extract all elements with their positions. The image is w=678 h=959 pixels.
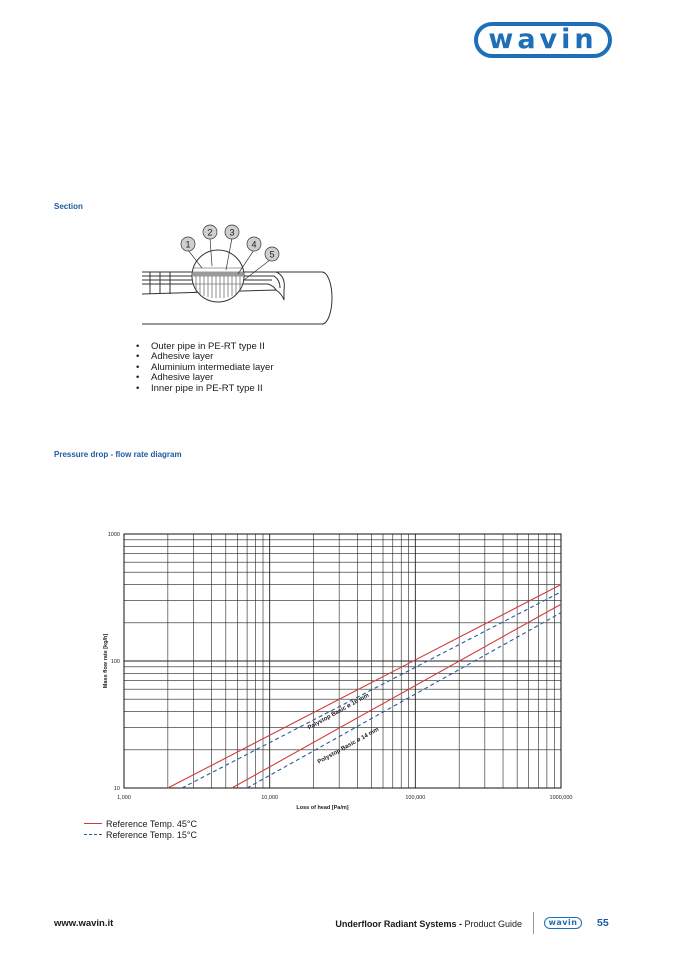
x-tick-label: 1000,000: [549, 795, 573, 801]
series-line-3: [232, 604, 561, 788]
layer-item-aluminium: • Aluminium intermediate layer: [136, 363, 274, 373]
y-axis-label: Mass flow rate [kg/h]: [103, 633, 109, 689]
callout-2-label: 2: [207, 227, 213, 238]
callout-3: [225, 225, 239, 239]
callout-4-label: 4: [251, 239, 257, 250]
chart-legend: [84, 818, 197, 840]
footer-divider: [533, 912, 534, 934]
series-annotation-2: Polystop Basic ø 14 mm: [316, 726, 381, 766]
logo-text: wavin: [488, 23, 598, 55]
x-tick-label: 10,000: [261, 795, 279, 801]
footer-guide-suffix: Product Guide: [464, 919, 522, 929]
x-axis-label: Loss of head [Pa/m]: [296, 805, 349, 811]
pressure-flow-chart: [0, 520, 678, 825]
wavin-logo: [474, 22, 612, 58]
legend-item-45: [84, 818, 197, 829]
layer-list: [136, 342, 274, 394]
callout-1: [181, 237, 195, 251]
y-tick-label: 10: [113, 786, 120, 792]
callout-2: [203, 225, 217, 239]
series-annotation-1: Polystop Basic ø 16 mm: [307, 692, 371, 732]
page-number: 55: [597, 917, 609, 929]
layer-item-outer-pipe: • Outer pipe in PE-RT type II: [136, 342, 274, 352]
diagram-heading: Pressure drop - flow rate diagram: [54, 450, 182, 459]
x-tick-label: 100,000: [405, 795, 426, 801]
footer-website[interactable]: www.wavin.it: [54, 918, 114, 929]
y-tick-label: 1000: [107, 532, 120, 538]
legend-swatch-dashed: [84, 834, 102, 835]
layer-item-inner-pipe: • Inner pipe in PE-RT type II: [136, 384, 274, 394]
callout-1-label: 1: [185, 239, 191, 250]
callout-5: [265, 247, 279, 261]
y-tick-label: 100: [110, 659, 120, 665]
legend-swatch-solid: [84, 823, 102, 824]
callout-5-label: 5: [269, 249, 275, 260]
callout-3-label: 3: [229, 227, 235, 238]
callout-4: [247, 237, 261, 251]
series-line-4: [247, 613, 561, 788]
series-line-1: [168, 585, 561, 788]
pipe-section-illustration: [136, 220, 336, 330]
layer-item-adhesive-2: • Adhesive layer: [136, 373, 274, 383]
aluminium-band: [193, 272, 243, 276]
legend-label-45: Reference Temp. 45°C: [106, 818, 197, 829]
footer-wavin-logo: [544, 917, 582, 929]
chart-svg: [0, 520, 678, 820]
footer-logo-text: wavin: [548, 918, 578, 927]
legend-label-15: Reference Temp. 15°C: [106, 829, 197, 840]
legend-item-15: [84, 829, 197, 840]
footer-guide-title: [335, 919, 522, 929]
footer-guide-main: Underfloor Radiant Systems -: [335, 919, 465, 929]
section-heading: Section: [54, 202, 83, 211]
layer-item-adhesive-1: • Adhesive layer: [136, 352, 274, 362]
x-tick-label: 1,000: [117, 795, 131, 801]
